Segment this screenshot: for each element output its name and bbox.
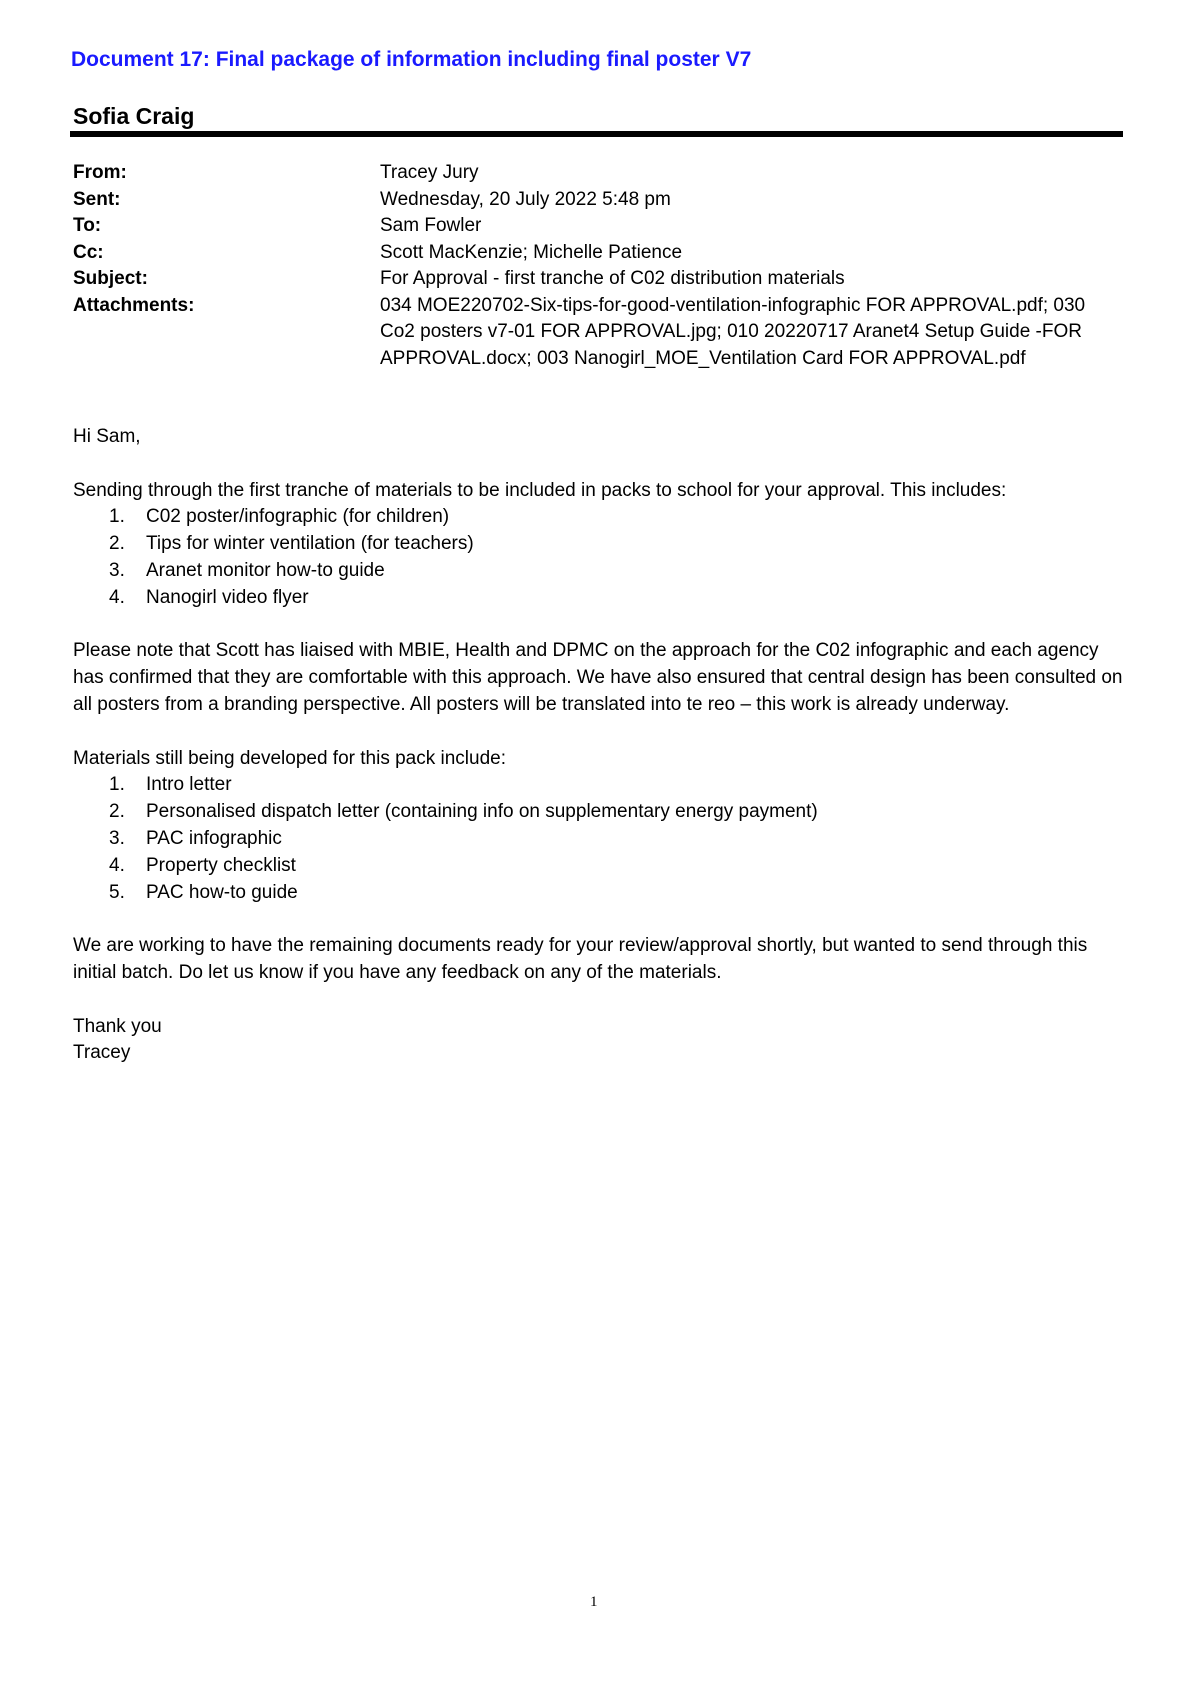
pending-intro: Materials still being developed for this pack include: xyxy=(73,747,507,769)
attachments-label: Attachments: xyxy=(73,294,195,316)
email-header xyxy=(73,160,1123,372)
note-paragraph: Please note that Scott has liaised with MBIE, Health and DPMC on the approach for the C02 infographic and each agency has confirmed that they are comfortable with this approach. We have also ensured that central design has been consulted on all posters from a branding perspective. All posters will be translated into te reo – this work is already underway. xyxy=(73,640,1123,715)
list-item: 4. Property checklist xyxy=(109,854,296,876)
signature: Tracey xyxy=(73,1042,131,1064)
list-item: 5. PAC how-to guide xyxy=(109,881,298,903)
cc-value: Scott MacKenzie; Michelle Patience xyxy=(380,241,683,263)
intro-paragraph: Sending through the first tranche of materials to be included in packs to school for your approval. This includes: xyxy=(73,479,1007,501)
greeting: Hi Sam, xyxy=(73,426,141,447)
page-number: 1 xyxy=(590,1594,598,1610)
cc-label: Cc: xyxy=(73,241,104,263)
attachments-value: 034 MOE220702-Six-tips-for-good-ventilation-infographic FOR APPROVAL.pdf; 030 Co2 posters v7-01 FOR APPROVAL.jpg; 010 20220717 Aranet4 Setup Guide -FOR APPROVAL.docx; 003 Nanogirl_MOE_Ventilation Card FOR APPROVAL.pdf xyxy=(380,294,1086,369)
to-value: Sam Fowler xyxy=(380,215,482,236)
list-item: 2. Personalised dispatch letter (containing info on supplementary energy payment) xyxy=(109,801,818,823)
subject-label: Subject: xyxy=(73,268,148,289)
list-item: 3. PAC infographic xyxy=(109,827,282,849)
header-row-to xyxy=(73,213,1123,240)
header-row-sent xyxy=(73,187,1123,214)
sign-off: Thank you xyxy=(73,1015,162,1037)
list-item: 3. Aranet monitor how-to guide xyxy=(109,559,385,581)
list-item: 1. C02 poster/infographic (for children) xyxy=(109,506,450,528)
header-row-attachments xyxy=(73,293,1123,373)
subject-value: For Approval - first tranche of C02 distribution materials xyxy=(380,268,845,289)
sender-name: Sofia Craig xyxy=(73,103,195,129)
closing-paragraph: We are working to have the remaining documents ready for your review/approval shortly, but wanted to send through this initial batch. Do let us know if you have any feedback on any of the materials. xyxy=(73,935,1088,983)
list-item: 4. Nanogirl video flyer xyxy=(109,586,309,608)
document-heading: Document 17: Final package of information including final poster V7 xyxy=(71,48,752,71)
email-body xyxy=(73,424,1123,1067)
pending-items-list xyxy=(73,772,1123,906)
header-row-from xyxy=(73,160,1123,187)
header-row-cc xyxy=(73,240,1123,267)
list-item: 2. Tips for winter ventilation (for teachers) xyxy=(109,533,474,555)
header-divider xyxy=(70,131,1123,137)
header-row-subject xyxy=(73,266,1123,293)
sent-label: Sent: xyxy=(73,188,121,210)
sent-value: Wednesday, 20 July 2022 5:48 pm xyxy=(380,188,671,210)
from-value: Tracey Jury xyxy=(380,162,479,183)
from-label: From: xyxy=(73,162,127,183)
list-item: 1. Intro letter xyxy=(109,774,232,796)
to-label: To: xyxy=(73,215,102,236)
included-items-list xyxy=(73,504,1123,611)
